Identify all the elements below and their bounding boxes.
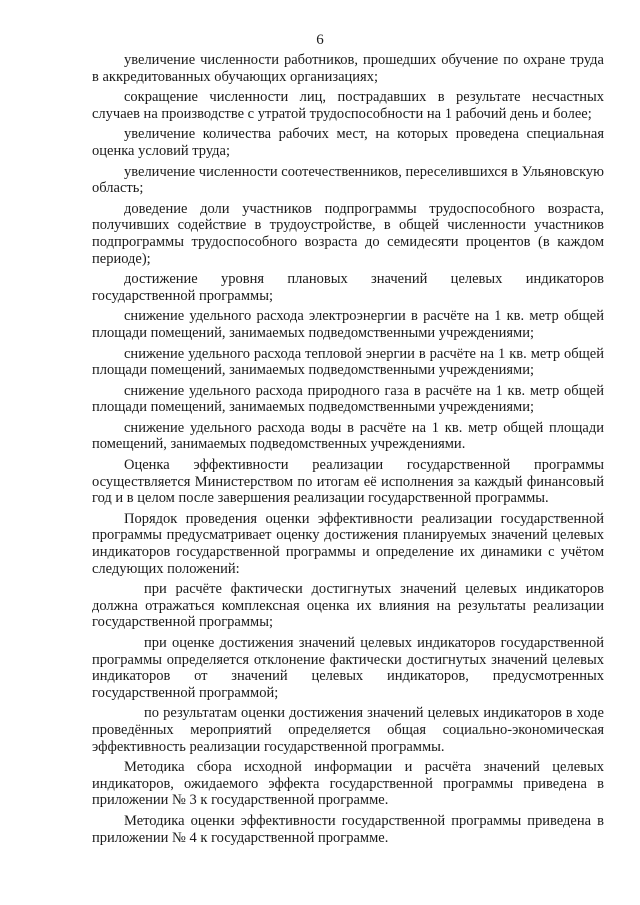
paragraph: Методика сбора исходной информации и расчёта значений целевых индикаторов, ожидаемого эффекта государственной программы приведена в приложении № 3 к государственной программе. — [92, 759, 604, 809]
list-item: сокращение численности лиц, пострадавших в результате несчастных случаев на производстве с утратой трудоспособности на 1 рабочий день и более; — [92, 89, 604, 122]
list-item: доведение доли участников подпрограммы трудоспособного возраста, получивших содействие в трудоустройстве, в общей численности участников подпрограммы трудоспособного возраста до семидесяти процентов (в каждом периоде); — [92, 200, 604, 267]
list-item: увеличение численности соотечественников, переселившихся в Ульяновскую область; — [92, 163, 604, 197]
list-item: снижение удельного расхода электроэнергии в расчёте на 1 кв. метр общей площади помещений, занимаемых подведомственными учреждениями; — [92, 308, 604, 341]
list-item: увеличение количества рабочих мест, на которых проведена специальная оценка условий труда; — [92, 126, 604, 159]
list-item: снижение удельного расхода природного газа в расчёте на 1 кв. метр общей площади помещений, занимаемых подведомственными учреждениями; — [92, 382, 604, 416]
paragraph: Оценка эффективности реализации государственной программы осуществляется Министерством по итогам её исполнения за каждый финансовый год и в целом после завершения реализации государственной программы. — [92, 457, 604, 507]
body-text — [92, 52, 604, 850]
list-item: достижение уровня плановых значений целевых индикаторов государственной программы; — [92, 271, 604, 304]
sub-paragraph: при оценке достижения значений целевых индикаторов государственной программы определяется отклонение фактически достигнутых значений целевых индикаторов от значений целевых индикаторов, предусмотренных государственной программой; — [92, 635, 604, 701]
list-item: снижение удельного расхода воды в расчёте на 1 кв. метр общей площади помещений, занимаемых подведомственных учреждениями. — [92, 419, 604, 453]
sub-paragraph: по результатам оценки достижения значений целевых индикаторов в ходе проведённых мероприятий определяется общая социально-экономическая эффективность реализации государственной программы. — [92, 705, 604, 755]
list-item: снижение удельного расхода тепловой энергии в расчёте на 1 кв. метр общей площади помещений, занимаемых подведомственными учреждениями; — [92, 345, 604, 379]
paragraph: Методика оценки эффективности государственной программы приведена в приложении № 4 к государственной программе. — [92, 812, 604, 846]
paragraph: Порядок проведения оценки эффективности реализации государственной программы предусматривает оценку достижения планируемых значений целевых индикаторов государственной программы и определение их динамики с учётом следующих положений: — [92, 510, 604, 577]
page-number: 6 — [316, 32, 324, 48]
sub-paragraph: при расчёте фактически достигнутых значений целевых индикаторов должна отражаться комплексная оценка их влияния на результаты реализации государственной программы; — [92, 581, 604, 631]
list-item: увеличение численности работников, прошедших обучение по охране труда в аккредитованных обучающих организациях; — [92, 52, 604, 85]
